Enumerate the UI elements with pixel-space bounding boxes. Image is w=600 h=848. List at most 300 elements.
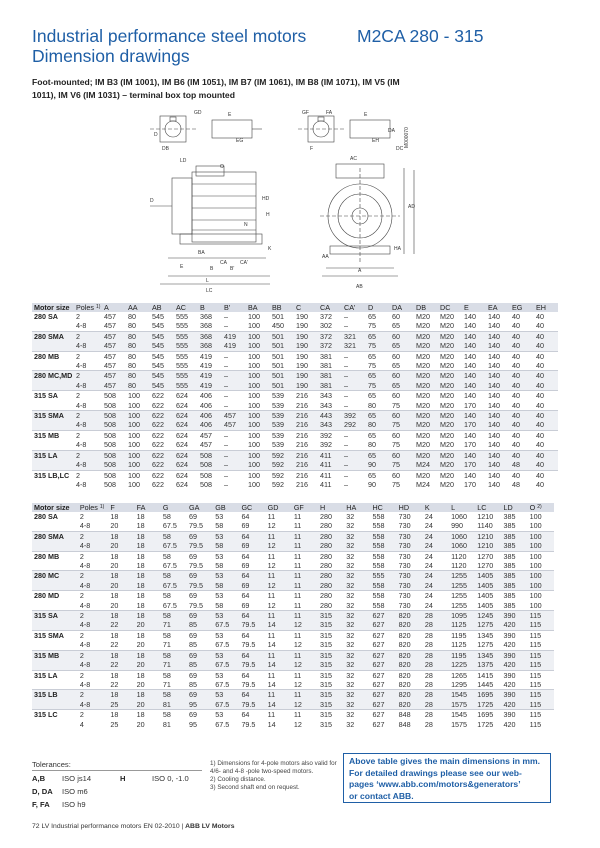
- table-cell: 1255: [449, 581, 475, 591]
- table-cell: 140: [462, 470, 486, 480]
- table-cell: 18: [135, 650, 161, 660]
- table-cell: 555: [176, 361, 188, 371]
- table-cell: 372: [318, 331, 342, 341]
- table-cell: 2: [78, 531, 109, 541]
- svg-text:A: A: [358, 268, 362, 274]
- table-cell: 40: [536, 440, 544, 450]
- table-cell: 1405: [475, 571, 501, 581]
- table-cell: 58: [161, 650, 187, 660]
- table-cell: 100: [128, 440, 140, 450]
- table-cell: 28: [423, 710, 449, 720]
- table-cell: 1125: [449, 620, 475, 630]
- table-cell: 115: [529, 679, 542, 689]
- table-cell: 315: [318, 630, 344, 640]
- table-cell: 11: [266, 551, 292, 561]
- table-cell: 69: [187, 551, 213, 561]
- table-cell: 20: [136, 640, 145, 650]
- mounting-description: Foot-mounted; IM B3 (IM 1001), IM B6 (IM 1051), IM B7 (IM 1061), IM B8 (IM 1071), IM V5 (IM 1011), IM V6 (IM 1031) – terminal box top mounted: [32, 77, 400, 100]
- table-cell: 58: [213, 541, 239, 551]
- table-cell: 2: [74, 470, 102, 480]
- table-cell: –: [222, 460, 246, 470]
- table-cell: 385: [501, 551, 527, 561]
- table-cell: 4: [79, 719, 84, 729]
- table-cell: 40: [512, 400, 520, 410]
- table-cell: 280: [318, 531, 344, 541]
- table-cell: 457: [102, 331, 126, 341]
- table-cell: 555: [174, 351, 198, 361]
- table-cell: –: [344, 400, 348, 410]
- table-cell: 100: [126, 470, 150, 480]
- column-header: CA': [342, 303, 366, 312]
- table-row: [32, 312, 558, 321]
- table-cell: 115: [528, 611, 554, 621]
- table-cell: 343: [318, 420, 342, 430]
- table-cell: 11: [266, 591, 292, 601]
- table-row: [32, 371, 558, 381]
- table-cell: 2: [74, 430, 102, 440]
- table-cell: –: [344, 479, 348, 489]
- column-header: B: [198, 303, 222, 312]
- table-cell: 85: [189, 640, 198, 650]
- table-cell: –: [344, 312, 348, 321]
- table-cell: 40: [536, 479, 544, 489]
- table-cell: 100: [528, 591, 554, 601]
- table-cell: M20: [414, 450, 438, 460]
- table-cell: 100: [528, 541, 554, 551]
- drawing-code: M000070: [404, 127, 410, 148]
- table-cell: 140: [486, 341, 510, 351]
- table-cell: 392: [342, 411, 366, 421]
- table-cell: 1405: [477, 600, 494, 610]
- table-cell: 4-8: [76, 479, 87, 489]
- table-cell: –: [344, 321, 348, 331]
- table-cell: 457: [102, 351, 126, 361]
- table-row: [32, 710, 554, 720]
- table-cell: 385: [501, 571, 527, 581]
- table-cell: 622: [150, 420, 174, 430]
- table-cell: 820: [397, 630, 423, 640]
- table-cell: 11: [266, 611, 292, 621]
- column-header: Poles $^{1)}$: [76, 303, 101, 312]
- table-cell: 140: [486, 331, 510, 341]
- table-cell: 67.5: [213, 660, 239, 670]
- footnotes: [210, 760, 345, 792]
- table-cell: M20: [438, 351, 462, 361]
- table-cell: 58: [161, 690, 187, 700]
- table-cell: –: [342, 450, 366, 460]
- table-cell: 170: [462, 460, 486, 470]
- table-cell: 69: [241, 561, 250, 571]
- table-row: [32, 401, 558, 411]
- table-cell: 622: [150, 450, 174, 460]
- table-cell: 28: [424, 640, 433, 650]
- table-cell: 80: [126, 331, 150, 341]
- motor-size-cell: [32, 401, 74, 411]
- table-cell: 40: [534, 391, 558, 401]
- table-cell: 820: [397, 670, 423, 680]
- table-cell: 18: [135, 541, 161, 551]
- table-cell: 100: [246, 450, 270, 460]
- table-cell: 28: [424, 719, 433, 729]
- table-cell: 4-8: [76, 440, 87, 450]
- table-cell: 280: [320, 561, 333, 571]
- table-cell: 820: [397, 660, 423, 670]
- table-cell: 65: [368, 312, 376, 321]
- table-cell: 40: [534, 450, 558, 460]
- table-cell: 90: [366, 460, 390, 470]
- table-cell: 40: [510, 381, 534, 391]
- svg-text:BA: BA: [198, 250, 205, 256]
- table-cell: 58: [161, 710, 187, 720]
- table-cell: 24: [423, 541, 449, 551]
- column-header: GD: [266, 503, 292, 512]
- motor-size-cell: [32, 460, 74, 470]
- table-cell: 622: [150, 470, 174, 480]
- table-cell: 28: [423, 620, 449, 630]
- table-cell: 48: [510, 460, 534, 470]
- table-cell: 79.5: [239, 620, 265, 630]
- table-cell: 69: [187, 591, 213, 601]
- table-cell: 2: [78, 690, 109, 700]
- table-cell: 65: [366, 331, 390, 341]
- table-cell: 411: [318, 470, 342, 480]
- table-row: [32, 620, 554, 630]
- table-cell: 508: [104, 479, 116, 489]
- table-cell: 419: [222, 331, 246, 341]
- table-cell: 1415: [475, 670, 501, 680]
- table-row: [32, 660, 554, 670]
- table-cell: 1225: [449, 660, 475, 670]
- svg-text:DB: DB: [162, 146, 169, 152]
- table-cell: 457: [104, 321, 116, 331]
- motor-size-cell: [32, 601, 78, 611]
- table-cell: M20: [416, 440, 430, 450]
- table-cell: 64: [239, 571, 265, 581]
- table-cell: 11: [266, 710, 292, 720]
- table-cell: 390: [501, 690, 527, 700]
- table-cell: 11: [292, 710, 318, 720]
- table-cell: 58: [215, 561, 224, 571]
- table-cell: 14: [266, 660, 292, 670]
- table-cell: 64: [239, 591, 265, 601]
- table-cell: 501: [270, 351, 294, 361]
- table-cell: 20: [135, 660, 161, 670]
- table-cell: 4-8: [79, 600, 91, 610]
- table-cell: 1060: [451, 512, 468, 521]
- table-cell: 75: [390, 460, 414, 470]
- column-header: L: [449, 503, 475, 512]
- table-cell: M20: [438, 341, 462, 351]
- table-cell: 730: [398, 521, 411, 531]
- table-cell: 420: [503, 719, 516, 729]
- table-cell: 170: [464, 440, 476, 450]
- table-cell: 1210: [475, 541, 501, 551]
- table-cell: 20: [135, 620, 161, 630]
- table-cell: 32: [346, 512, 355, 521]
- table-cell: M20: [438, 430, 462, 440]
- table-cell: 28: [424, 679, 433, 689]
- table-cell: 1210: [477, 512, 494, 521]
- table-cell: 95: [189, 719, 198, 729]
- table-cell: 539: [270, 420, 294, 430]
- table-cell: 1275: [475, 620, 501, 630]
- table-cell: M20: [416, 400, 430, 410]
- table-cell: 508: [102, 450, 126, 460]
- table-cell: 58: [215, 600, 224, 610]
- table-row: [32, 541, 554, 551]
- table-cell: 2: [78, 710, 109, 720]
- table-row: [32, 391, 558, 401]
- table-cell: –: [342, 371, 366, 381]
- table-row: [32, 331, 558, 341]
- table-cell: 58: [161, 571, 187, 581]
- svg-text:AD: AD: [408, 204, 415, 210]
- dimension-table-1: [32, 303, 558, 489]
- table-row: [32, 611, 554, 621]
- table-cell: 622: [150, 460, 174, 470]
- table-cell: 1255: [451, 600, 468, 610]
- column-header: HA: [344, 503, 370, 512]
- table-cell: 140: [462, 351, 486, 361]
- table-cell: 624: [174, 470, 198, 480]
- table-cell: M20: [414, 420, 438, 430]
- motor-size-cell: [32, 640, 78, 650]
- table-cell: 457: [104, 361, 116, 371]
- table-cell: 1095: [449, 611, 475, 621]
- table-cell: 4-8: [78, 700, 109, 710]
- table-cell: 65: [392, 321, 400, 331]
- table-cell: 730: [397, 591, 423, 601]
- table-cell: 140: [462, 381, 486, 391]
- motor-size-cell: 280 MB: [32, 551, 78, 561]
- svg-text:FA: FA: [326, 110, 333, 116]
- table-cell: 40: [510, 351, 534, 361]
- table-cell: 140: [464, 312, 476, 321]
- table-cell: 390: [501, 710, 527, 720]
- table-cell: 501: [272, 312, 284, 321]
- table-cell: 53: [213, 611, 239, 621]
- table-cell: 67.5: [162, 521, 177, 531]
- table-cell: 216: [294, 411, 318, 421]
- table-cell: 730: [397, 581, 423, 591]
- table-cell: 190: [294, 331, 318, 341]
- table-cell: 65: [366, 450, 390, 460]
- table-cell: –: [224, 312, 228, 321]
- motor-size-cell: 280 MC,MD: [34, 371, 73, 381]
- table-cell: 555: [370, 571, 396, 581]
- table-row: [32, 630, 554, 640]
- table-cell: M20: [414, 371, 438, 381]
- table-cell: 24: [424, 561, 433, 571]
- table-cell: 622: [150, 411, 174, 421]
- table-cell: 508: [102, 420, 126, 430]
- table-cell: 64: [239, 630, 265, 640]
- svg-text:E: E: [364, 112, 368, 118]
- table-cell: 4-8: [74, 420, 102, 430]
- footnote: 2) Cooling distance.: [210, 776, 266, 783]
- page-title: Industrial performance steel motors: [32, 26, 307, 46]
- table-cell: 12: [267, 600, 276, 610]
- table-cell: 140: [486, 391, 510, 401]
- table-cell: 457: [222, 411, 246, 421]
- table-cell: 292: [342, 420, 366, 430]
- table-cell: 11: [267, 512, 276, 521]
- table-cell: 545: [152, 361, 164, 371]
- table-cell: 140: [488, 400, 500, 410]
- table-cell: 69: [187, 670, 213, 680]
- table-cell: 80: [128, 312, 136, 321]
- table-cell: 420: [503, 679, 516, 689]
- table-cell: 80: [126, 341, 150, 351]
- table-cell: 18: [135, 531, 161, 541]
- table-cell: 385: [503, 521, 516, 531]
- table-cell: 69: [187, 710, 213, 720]
- table-cell: 40: [534, 411, 558, 421]
- table-cell: 24: [423, 551, 449, 561]
- table-cell: 18: [135, 710, 161, 720]
- table-cell: 419: [198, 351, 222, 361]
- table-cell: 69: [187, 630, 213, 640]
- table-cell: 4-8: [76, 361, 87, 371]
- table-cell: 28: [423, 660, 449, 670]
- motor-size-cell: [32, 700, 78, 710]
- table-cell: 32: [344, 531, 370, 541]
- svg-text:N: N: [244, 222, 248, 228]
- table-cell: 302: [320, 321, 332, 331]
- table-cell: 385: [501, 531, 527, 541]
- table-cell: 100: [248, 321, 260, 331]
- table-cell: 627: [370, 620, 396, 630]
- table-cell: 100: [246, 341, 270, 351]
- table-cell: 100: [529, 600, 542, 610]
- table-cell: 14: [267, 640, 276, 650]
- table-cell: 508: [198, 470, 222, 480]
- table-cell: 11: [293, 561, 302, 571]
- table-cell: 381: [318, 371, 342, 381]
- table-cell: 315: [318, 620, 344, 630]
- table-cell: 79.5: [241, 679, 256, 689]
- table-cell: 558: [372, 600, 385, 610]
- table-cell: 64: [239, 650, 265, 660]
- table-cell: –: [344, 440, 348, 450]
- table-cell: 24: [423, 591, 449, 601]
- page-subtitle: Dimension drawings: [32, 46, 190, 66]
- svg-text:K: K: [268, 246, 272, 252]
- table-cell: 79.5: [187, 541, 213, 551]
- table-cell: 60: [390, 351, 414, 361]
- motor-size-cell: [32, 480, 74, 489]
- table-cell: 343: [318, 391, 342, 401]
- table-cell: 501: [272, 361, 284, 371]
- table-cell: 558: [370, 581, 396, 591]
- table-row: [32, 381, 558, 391]
- table-cell: 40: [510, 470, 534, 480]
- table-cell: 457: [200, 440, 212, 450]
- svg-text:GD: GD: [194, 110, 202, 116]
- tolerance-key: H: [120, 774, 126, 783]
- table-cell: M20: [438, 391, 462, 401]
- table-cell: 80: [366, 420, 390, 430]
- table-cell: 558: [370, 551, 396, 561]
- table-cell: 622: [150, 391, 174, 401]
- tolerance-key: D, DA: [32, 787, 53, 796]
- footnote: 3) Second shaft end on request.: [210, 784, 300, 791]
- table-cell: 381: [318, 351, 342, 361]
- table-cell: 18: [108, 571, 134, 581]
- table-cell: M20: [440, 440, 454, 450]
- column-header: GF: [292, 503, 318, 512]
- table-cell: 40: [512, 361, 520, 371]
- table-cell: 1575: [449, 700, 475, 710]
- svg-text:D: D: [150, 198, 154, 204]
- table-cell: M20: [438, 450, 462, 460]
- table-cell: 65: [390, 341, 414, 351]
- table-cell: 40: [534, 470, 558, 480]
- table-cell: 32: [346, 679, 355, 689]
- table-cell: 18: [135, 611, 161, 621]
- table-cell: 385: [501, 541, 527, 551]
- table-cell: 4-8: [78, 581, 109, 591]
- table-cell: 2: [74, 331, 102, 341]
- table-cell: 69: [239, 541, 265, 551]
- table-cell: 315: [318, 650, 344, 660]
- table-cell: 100: [529, 512, 542, 521]
- table-cell: 58: [215, 521, 224, 531]
- table-cell: 40: [536, 312, 544, 321]
- table-cell: 71: [161, 660, 187, 670]
- table-cell: 555: [174, 371, 198, 381]
- table-cell: 624: [174, 391, 198, 401]
- table-cell: 2: [76, 312, 80, 321]
- table-cell: 20: [136, 679, 145, 689]
- table-cell: –: [224, 440, 228, 450]
- table-cell: 1405: [475, 581, 501, 591]
- table-cell: 2: [78, 650, 109, 660]
- table-cell: 372: [318, 341, 342, 351]
- table-cell: 140: [486, 371, 510, 381]
- table-cell: 40: [534, 341, 558, 351]
- table-cell: 24: [424, 521, 433, 531]
- table-cell: 1725: [475, 700, 501, 710]
- motor-size-cell: [32, 620, 78, 630]
- table-cell: 20: [110, 561, 119, 571]
- table-cell: 443: [318, 411, 342, 421]
- table-cell: 53: [213, 591, 239, 601]
- table-cell: 170: [464, 479, 476, 489]
- table-row: [32, 650, 554, 660]
- table-cell: 1345: [475, 650, 501, 660]
- table-cell: 624: [174, 411, 198, 421]
- table-cell: 1295: [451, 679, 468, 689]
- table-cell: 20: [136, 719, 145, 729]
- dimension-drawing: [150, 108, 560, 294]
- column-header: EG: [510, 303, 534, 312]
- table-cell: M20: [438, 460, 462, 470]
- table-cell: 100: [246, 381, 270, 391]
- table-cell: 18: [135, 690, 161, 700]
- table-cell: 100: [126, 450, 150, 460]
- table-cell: 2: [74, 450, 102, 460]
- svg-text:DC: DC: [396, 146, 404, 152]
- table-cell: –: [224, 361, 228, 371]
- table-cell: 32: [344, 591, 370, 601]
- table-cell: –: [222, 430, 246, 440]
- table-cell: –: [222, 351, 246, 361]
- table-cell: 848: [397, 710, 423, 720]
- table-cell: 558: [372, 521, 385, 531]
- table-cell: 100: [246, 371, 270, 381]
- table-row: [32, 440, 558, 450]
